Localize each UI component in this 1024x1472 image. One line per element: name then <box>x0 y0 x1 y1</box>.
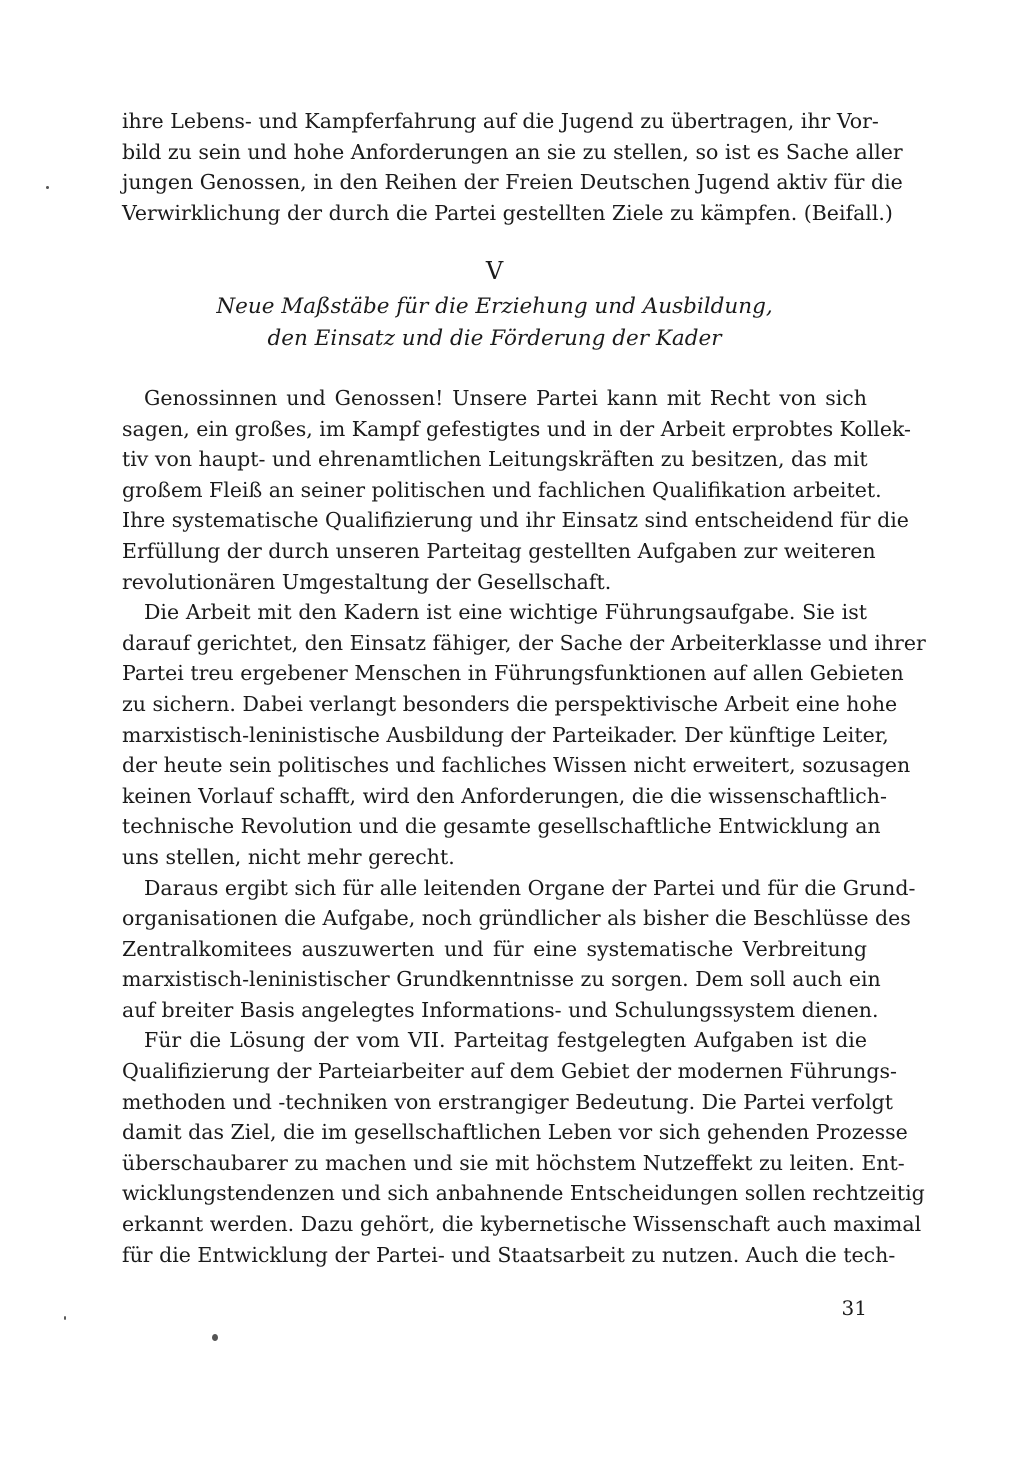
paragraph-2-line: der heute sein politisches und fachliches Wissen nicht erweitert, sozusagen <box>122 753 911 778</box>
paragraph-3-line: Daraus ergibt sich für alle leitenden Organe der Partei und für die Grund- <box>144 875 916 900</box>
paragraph-2-line: uns stellen, nicht mehr gerecht. <box>122 844 455 869</box>
paragraph-4-line: methoden und -techniken von erstrangiger Bedeutung. Die Partei verfolgt <box>122 1089 893 1114</box>
paragraph-1-line: Erfüllung der durch unseren Parteitag gestellten Aufgaben zur weiteren <box>122 538 876 563</box>
paragraph-3-line: Zentralkomitees auszuwerten und für eine systematische Verbreitung <box>122 936 867 961</box>
paragraph-1-line: tiv von haupt- und ehrenamtlichen Leitungskräften zu besitzen, das mit <box>122 447 868 472</box>
paragraph-2-line: Partei treu ergebener Menschen in Führungsfunktionen auf allen Gebieten <box>122 661 904 686</box>
paragraph-4-line: Für die Lösung der vom VII. Parteitag festgelegten Aufgaben ist die <box>144 1028 867 1053</box>
body-text <box>122 383 926 1270</box>
paragraph-4-line: für die Entwicklung der Partei- und Staatsarbeit zu nutzen. Auch die tech- <box>122 1242 896 1267</box>
section-title-line-2: den Einsatz und die Förderung der Kader <box>267 326 722 351</box>
paragraph-1-line: Ihre systematische Qualifizierung und ihr Einsatz sind entscheidend für die <box>122 508 909 533</box>
section-numeral: V <box>485 257 504 285</box>
intro-paragraph <box>122 106 903 228</box>
paragraph-1-line: revolutionären Umgestaltung der Gesellschaft. <box>122 569 612 594</box>
paragraph-4-line: Qualifizierung der Parteiarbeiter auf dem Gebiet der modernen Führungs- <box>122 1059 897 1084</box>
section-title-line-1: Neue Maßstäbe für die Erziehung und Ausbildung, <box>216 294 773 319</box>
paragraph-2-line: technische Revolution und die gesamte gesellschaftliche Entwicklung an <box>122 814 881 839</box>
paragraph-4-line: damit das Ziel, die im gesellschaftlichen Leben vor sich gehenden Prozesse <box>122 1120 908 1145</box>
page-number: 31 <box>841 1296 867 1320</box>
paragraph-3-line: auf breiter Basis angelegtes Informations- und Schulungssystem dienen. <box>122 997 879 1022</box>
paragraph-2-line: zu sichern. Dabei verlangt besonders die perspektivische Arbeit eine hohe <box>122 691 898 716</box>
paragraph-2-line: Die Arbeit mit den Kadern ist eine wichtige Führungsaufgabe. Sie ist <box>144 600 867 625</box>
paragraph-4-line: überschaubarer zu machen und sie mit höchstem Nutzeffekt zu leiten. Ent- <box>122 1150 905 1175</box>
text-line: jungen Genossen, in den Reihen der Freien Deutschen Jugend aktiv für die <box>122 170 903 195</box>
text-line: bild zu sein und hohe Anforderungen an sie zu stellen, so ist es Sache aller <box>122 139 903 164</box>
section-title <box>122 291 867 355</box>
scan-speck <box>46 186 49 189</box>
text-line: ihre Lebens- und Kampferfahrung auf die Jugend zu übertragen, ihr Vor- <box>122 109 879 133</box>
paragraph-4-line: erkannt werden. Dazu gehört, die kybernetische Wissenschaft auch maximal <box>122 1212 922 1237</box>
paragraph-1-line: sagen, ein großes, im Kampf gefestigtes und in der Arbeit erprobtes Kollek- <box>122 416 911 441</box>
scan-speck <box>212 1334 218 1341</box>
paragraph-1-line: Genossinnen und Genossen! Unsere Partei kann mit Recht von sich <box>144 386 867 410</box>
paragraph-4-line: wicklungstendenzen und sich anbahnende Entscheidungen sollen rechtzeitig <box>122 1181 925 1206</box>
paragraph-1-line: großem Fleiß an seiner politischen und fachlichen Qualifikation arbeitet. <box>122 477 882 502</box>
paragraph-2-line: keinen Vorlauf schafft, wird den Anforderungen, die die wissenschaftlich- <box>122 783 887 808</box>
paragraph-2-line: darauf gerichtet, den Einsatz fähiger, der Sache der Arbeiterklasse und ihrer <box>122 630 926 655</box>
paragraph-3-line: organisationen die Aufgabe, noch gründlicher als bisher die Beschlüsse des <box>122 906 911 931</box>
paragraph-3-line: marxistisch-leninistischer Grundkenntnisse zu sorgen. Dem soll auch ein <box>122 967 881 992</box>
scan-speck <box>64 1316 66 1320</box>
paragraph-2-line: marxistisch-leninistische Ausbildung der Parteikader. Der künftige Leiter, <box>122 722 889 747</box>
text-line: Verwirklichung der durch die Partei gestellten Ziele zu kämpfen. (Beifall.) <box>122 200 893 225</box>
